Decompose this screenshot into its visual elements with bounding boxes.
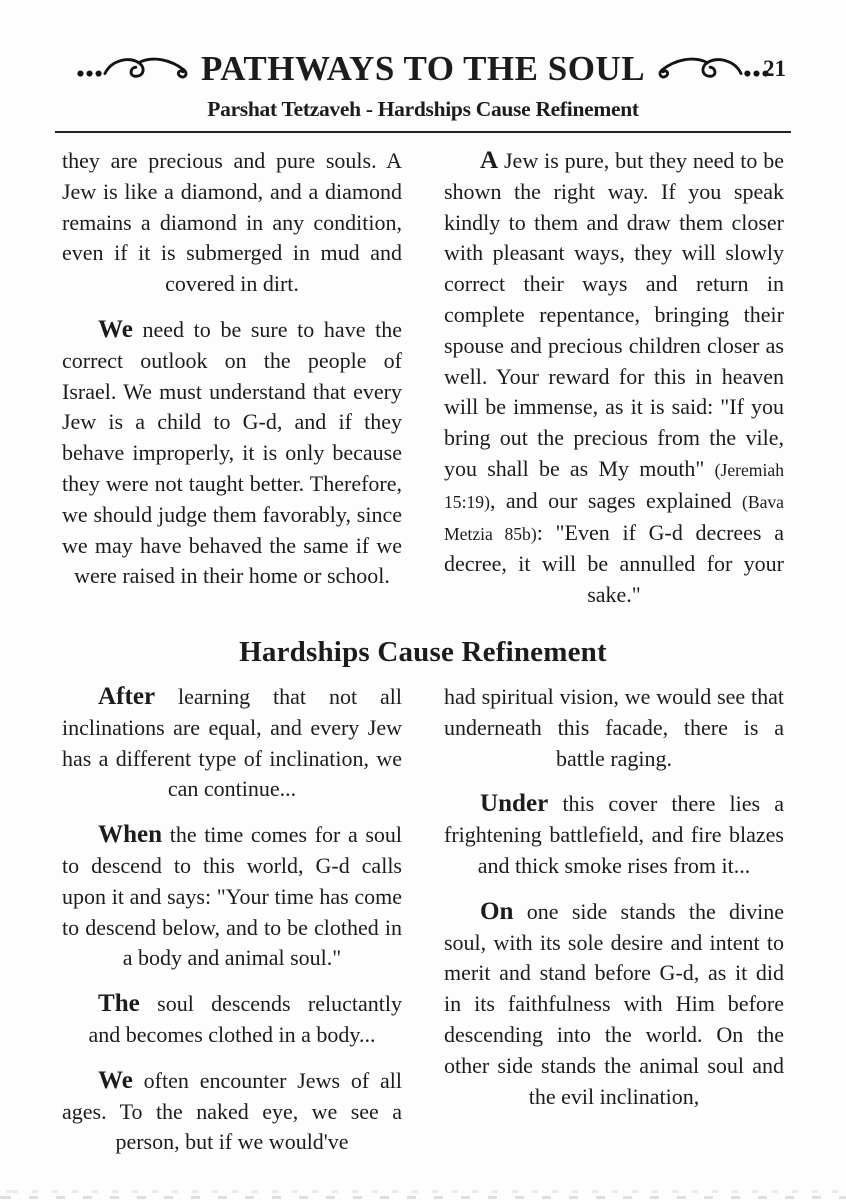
- flourish-right-icon: [653, 52, 771, 86]
- paragraph-lead-word: The: [98, 990, 140, 1018]
- bottom-section: [0, 682, 846, 1173]
- paragraph: [62, 989, 402, 1051]
- paragraph-text: often encounter Jews of all ages. To the naked eye, we see a person, but if we would've: [62, 1067, 402, 1155]
- paragraph-text: : "Even if G-d decrees a decree, it will be annulled for your sake.": [444, 519, 784, 608]
- top-section: [0, 146, 846, 626]
- paragraph-lead-word: After: [98, 682, 156, 710]
- citation-reference: (Jeremiah 15:19): [444, 459, 784, 512]
- paragraph-text: learning that not all inclinations are equal, and every Jew has a different type of inclination, we can continue...: [62, 683, 402, 802]
- paragraph-text: , and our sages explained: [489, 487, 742, 513]
- chapter-subtitle: Parshat Tetzaveh - Hardships Cause Refinement: [207, 97, 639, 121]
- paragraph-lead-word: On: [480, 897, 514, 925]
- paragraph-lead-word: We: [98, 315, 133, 343]
- left-column-bottom: [62, 682, 402, 1173]
- paragraph-text: the time comes for a soul to descend to this world, G-d calls upon it and says: "Your time has come to descend below, and to be clothed in a body and animal soul.": [62, 822, 402, 971]
- book-title: PATHWAYS TO THE SOUL: [200, 49, 646, 88]
- page-number: 21: [763, 56, 786, 81]
- paragraph-text: had spiritual vision, we would see that underneath this facade, there is a battle raging.: [444, 683, 784, 771]
- paragraph-text: need to be sure to have the correct outlook on the people of Israel. We must understand that every Jew is a child to G-d, and if they behave improperly, it is only because they were not taught better. Therefore, we should judge them favorably, since we may have behaved the same if we were raised in their home or school.: [62, 316, 402, 589]
- page-body: [0, 146, 846, 1173]
- section-heading: Hardships Cause Refinement: [239, 635, 607, 668]
- paragraph-lead-word: Under: [480, 790, 549, 818]
- paragraph: [62, 820, 402, 974]
- paragraph: [62, 315, 402, 592]
- paragraph: [444, 897, 784, 1113]
- header-divider: [55, 131, 791, 133]
- paragraph: [444, 789, 784, 881]
- flourish-left-icon: [75, 52, 193, 86]
- left-column-top: [62, 146, 402, 626]
- paragraph: [62, 1066, 402, 1158]
- right-column-top: [444, 146, 784, 626]
- paragraph: [62, 682, 402, 805]
- paragraph-text: Jew is pure, but they need to be shown the right way. If you speak kindly to them and draw them closer with pleasant ways, they will slowly correct their ways and return in complete repentance, bringing their spouse and precious children closer as well. Your reward for this in heaven will be immense, as it is said: "If you bring out the precious from the vile, you shall be as My mouth": [444, 148, 784, 481]
- paragraph: [444, 682, 784, 774]
- paragraph: [62, 146, 402, 300]
- page-header: [0, 0, 846, 133]
- paragraph-text: one side stands the divine soul, with its sole desire and intent to merit and stand before G-d, as it did in its faithfulness with Him before descending into the world. On the other side stands the animal soul and the evil inclination,: [444, 898, 784, 1109]
- paragraph-text: soul descends reluctantly and becomes clothed in a body...: [88, 991, 402, 1047]
- paragraph-text: this cover there lies a frightening battlefield, and fire blazes and thick smoke rises from it...: [444, 791, 784, 878]
- citation-reference: (Bava Metzia 85b): [444, 491, 784, 544]
- scan-noise-strip: [0, 1186, 846, 1200]
- paragraph-lead-word: When: [98, 821, 163, 849]
- title-row: [0, 46, 846, 92]
- paragraph-text: they are precious and pure souls. A Jew is like a diamond, and a diamond remains a diamond in any condition, even if it is submerged in mud and covered in dirt.: [62, 148, 402, 297]
- right-column-bottom: [444, 682, 784, 1173]
- paragraph-lead-word: We: [98, 1066, 133, 1094]
- paragraph-lead-word: A: [480, 147, 499, 174]
- paragraph: [444, 146, 784, 611]
